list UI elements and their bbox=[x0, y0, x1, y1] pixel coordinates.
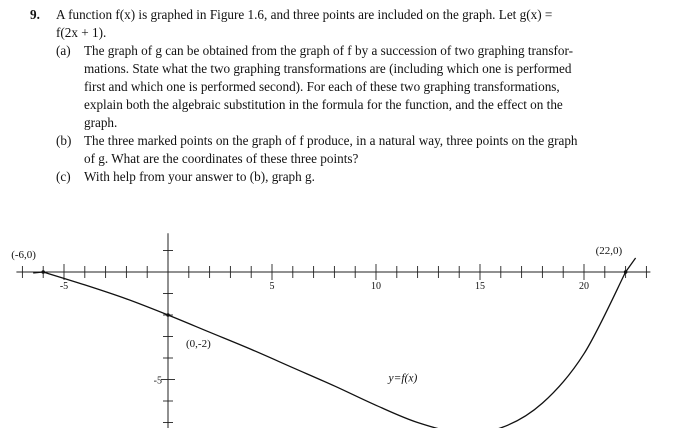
intro-line-1: A function f(x) is graphed in Figure 1.6, and three points are included on the graph. Let g(x) = bbox=[56, 7, 553, 22]
part-a-line: explain both the algebraic substitution in the formula for the function, and the effect on the bbox=[84, 97, 563, 112]
point-label: (22,0) bbox=[595, 245, 623, 257]
curve-extension-right bbox=[626, 258, 636, 272]
part-a-line: mations. State what the two graphing transformations are (including which one is performed bbox=[84, 61, 572, 76]
x-tick-label: 15 bbox=[475, 281, 485, 292]
part-b-line: of g. What are the coordinates of these three points? bbox=[84, 151, 359, 166]
part-a-line: first and which one is performed second). For each of these two graphing transformations, bbox=[84, 79, 560, 94]
part-c-label: (c) bbox=[56, 169, 71, 184]
x-tick-label: 10 bbox=[371, 281, 381, 292]
part-a-line: graph. bbox=[84, 115, 118, 130]
x-tick-label: 20 bbox=[579, 281, 589, 292]
part-b-line: The three marked points on the graph of f produce, in a natural way, three points on the graph bbox=[84, 133, 578, 148]
intro-line-2: f(2x + 1). bbox=[56, 25, 107, 40]
marked-point bbox=[41, 270, 45, 274]
problem-number: 9. bbox=[30, 7, 40, 22]
part-c-line: With help from your answer to (b), graph g. bbox=[84, 169, 315, 184]
point-label: (-6,0) bbox=[11, 249, 36, 261]
y-tick-label: -5 bbox=[153, 375, 162, 387]
x-tick-label: 5 bbox=[269, 281, 275, 292]
marked-point bbox=[624, 270, 628, 274]
point-label: (0,-2) bbox=[186, 338, 211, 350]
part-a-label: (a) bbox=[56, 43, 71, 58]
curve-label: y=f(x) bbox=[388, 372, 418, 385]
part-b-label: (b) bbox=[56, 133, 72, 148]
part-a-line: The graph of g can be obtained from the graph of f by a succession of two graphing transfor- bbox=[84, 43, 573, 58]
marked-point bbox=[166, 313, 170, 317]
function-curve bbox=[43, 272, 625, 428]
x-tick-label: -5 bbox=[59, 281, 69, 292]
